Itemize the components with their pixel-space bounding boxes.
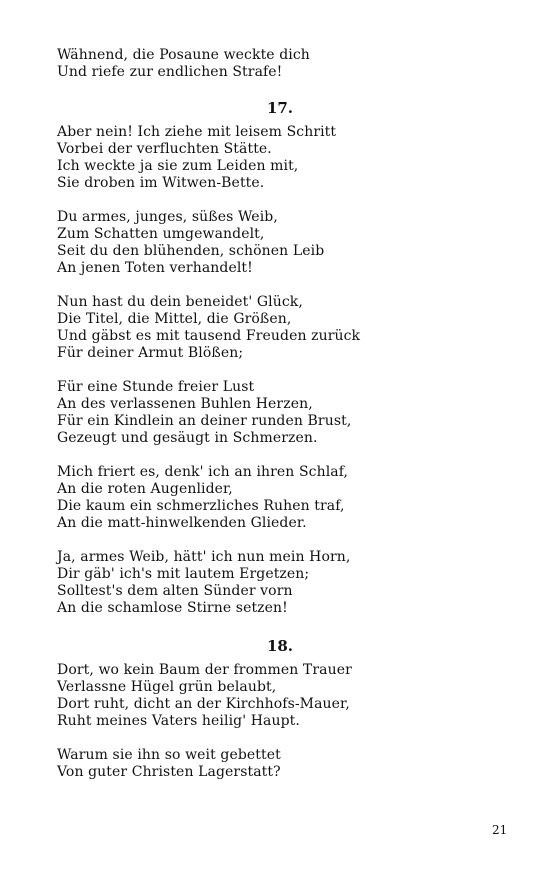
stanza-gap: [57, 730, 497, 747]
verse-line: Zum Schatten umgewandelt,: [57, 226, 265, 242]
stanza: [57, 747, 497, 781]
verse-line: Dort, wo kein Baum der frommen Trauer: [57, 662, 352, 678]
verse-line: Dort ruht, dicht an der Kirchhofs-Mauer,: [57, 696, 350, 712]
verse-line: An die roten Augenlider,: [57, 481, 233, 497]
verse-line: Warum sie ihn so weit gebettet: [57, 747, 281, 763]
poem-17: [57, 124, 497, 617]
poem-number-18: 18.: [266, 637, 294, 655]
verse-line: Du armes, junges, süßes Weib,: [57, 209, 278, 225]
verse-line: Verlassne Hügel grün belaubt,: [57, 679, 277, 695]
stanza: [57, 549, 497, 617]
verse-line: Mich friert es, denk' ich an ihren Schlaf,: [57, 464, 349, 480]
verse-line: Gezeugt und gesäugt in Schmerzen.: [57, 430, 318, 446]
stanza: [57, 464, 497, 532]
verse-line: An des verlassenen Buhlen Herzen,: [57, 396, 313, 412]
stanza: [57, 124, 497, 192]
verse-line: Ja, armes Weib, hätt' ich nun mein Horn,: [57, 549, 351, 565]
stanza-gap: [57, 532, 497, 549]
stanza: [57, 379, 497, 447]
verse-line: Für ein Kindlein an deiner runden Brust,: [57, 413, 352, 429]
stanza: [57, 294, 497, 362]
verse-line: An die matt-hinwelkenden Glieder.: [57, 515, 307, 531]
page-number: 21: [492, 823, 508, 837]
stanza: [57, 209, 497, 277]
stanza-fragment: [57, 47, 497, 81]
verse-line: Und gäbst es mit tausend Freuden zurück: [57, 328, 361, 344]
stanza-gap: [57, 362, 497, 379]
verse-line: Wähnend, die Posaune weckte dich: [57, 47, 310, 63]
verse-line: Vorbei der verfluchten Stätte.: [57, 141, 272, 157]
verse-line: Aber nein! Ich ziehe mit leisem Schritt: [57, 124, 337, 140]
stanza-gap: [57, 277, 497, 294]
poem-18: [57, 662, 497, 781]
verse-line: Für deiner Armut Blößen;: [57, 345, 244, 361]
verse-line: Ich weckte ja sie zum Leiden mit,: [57, 158, 299, 174]
verse-line: Sie droben im Witwen-Bette.: [57, 175, 265, 191]
stanza: [57, 662, 497, 730]
verse-line: Für eine Stunde freier Lust: [57, 379, 255, 395]
verse-line: Dir gäb' ich's mit lautem Ergetzen;: [57, 566, 310, 582]
verse-line: Die kaum ein schmerzliches Ruhen traf,: [57, 498, 345, 514]
verse-line: Nun hast du dein beneidet' Glück,: [57, 294, 303, 310]
verse-line: An die schamlose Stirne setzen!: [57, 600, 288, 616]
verse-line: Und riefe zur endlichen Strafe!: [57, 64, 283, 80]
verse-line: Die Titel, die Mittel, die Größen,: [57, 311, 292, 327]
verse-line: Von guter Christen Lagerstatt?: [57, 764, 281, 780]
stanza-gap: [57, 192, 497, 209]
stanza-gap: [57, 447, 497, 464]
verse-line: Seit du den blühenden, schönen Leib: [57, 243, 325, 259]
verse-line: Ruht meines Vaters heilig' Haupt.: [57, 713, 300, 729]
poem-number-17: 17.: [266, 99, 294, 117]
verse-line: An jenen Toten verhandelt!: [57, 260, 253, 276]
verse-line: Solltest's dem alten Sünder vorn: [57, 583, 293, 599]
page-content: [57, 47, 497, 781]
